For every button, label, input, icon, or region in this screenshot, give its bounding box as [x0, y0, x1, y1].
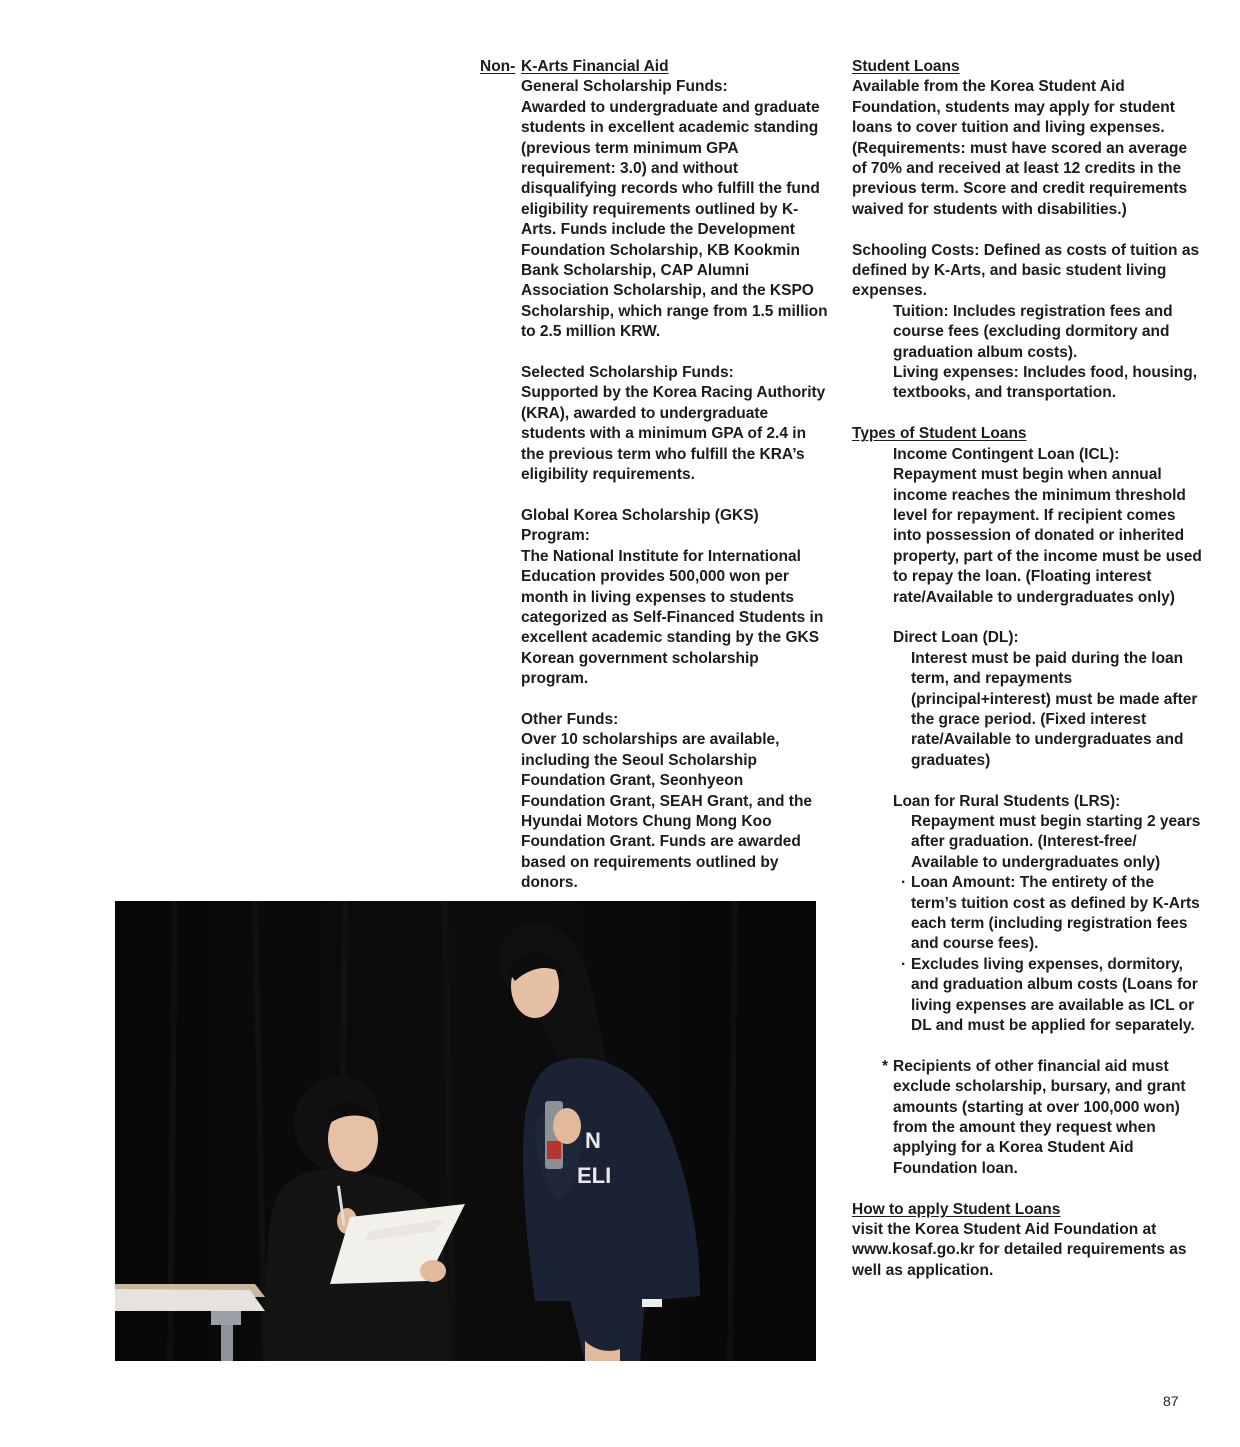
lrs-bullet-amount-text: Loan Amount: The entirety of the term’s tuition cost as defined by K-Arts each term (including registration fees and course fees). [911, 874, 1200, 953]
lrs-title: Loan for Rural Students (LRS): [893, 792, 1121, 810]
asterisk-mark: * [882, 1057, 889, 1075]
photo-illustration [115, 901, 816, 1361]
gks-program-body: The National Institute for International Education provides 500,000 won per month in living expenses to students categorized as Self-Financed Students in excellent academic standing by the GKS Korean government scholarship program. [521, 547, 824, 688]
rehearsal-photo [115, 901, 816, 1361]
other-funds-body: Over 10 scholarships are available, including the Seoul Scholarship Foundation Grant, Seonhyeon Foundation Grant, SEAH Grant, and the Hyundai Motors Chung Mong Koo Foundation Grant. Funds are awarded based on requirements outlined by donors. [521, 731, 813, 892]
dl-body: Interest must be paid during the loan term, and repayments (principal+interest) must be made after the grace period. (Fixed interest rate/Available to undergraduates and graduates) [911, 649, 1198, 769]
student-loans-body: Available from the Korea Student Aid Foundation, students may apply for student loans to cover tuition and living expenses. (Requirements: must have scored an average of 70% and received at least 12 credits in the previous term. Score and credit requirements waived for students with disabilities.) [852, 78, 1188, 218]
icl-body: Repayment must begin when annual income reaches the minimum threshold level for repayment. If recipient comes into possession of donated or inherited property, part of the income must be used to repay the loan. (Floating interest rate/Available to undergraduates only) [893, 466, 1202, 606]
shirt-print-2: ELI [577, 1163, 612, 1188]
gks-program-title: Global Korea Scholarship (GKS) Program: [521, 506, 759, 545]
general-scholarship-title: General Scholarship Funds: [521, 78, 728, 96]
financial-aid-heading-row [480, 57, 830, 77]
selected-scholarship-title: Selected Scholarship Funds: [521, 364, 734, 382]
other-aid-note-text: Recipients of other financial aid must exclude scholarship, bursary, and grant amounts (starting at over 100,000 won) from the amount they request when applying for a Korea Student Aid Foundation loan. [893, 1057, 1186, 1177]
apply-heading: How to apply Student Loans [852, 1200, 1061, 1218]
bullet-dot: · [901, 874, 907, 892]
icl-title: Income Contingent Loan (ICL): [893, 445, 1120, 463]
schooling-costs: Schooling Costs: Defined as costs of tuition as defined by K-Arts, and basic student living expenses. [852, 241, 1200, 300]
other-aid-note [852, 1057, 1204, 1179]
living-expenses-definition: Living expenses: Includes food, housing, textbooks, and transportation. [893, 364, 1198, 402]
lrs-bullet-excludes-text: Excludes living expenses, dormitory, and graduation album costs (Loans for living expenses are available as ICL or DL and must be applied for separately. [911, 955, 1198, 1035]
loan-types-heading: Types of Student Loans [852, 425, 1027, 443]
student-loans-heading: Student Loans [852, 58, 960, 75]
left-column [480, 57, 830, 894]
shirt-print-1: N [585, 1128, 601, 1153]
dl-title: Direct Loan (DL): [893, 629, 1019, 647]
lrs-bullet-amount [852, 873, 1204, 955]
page-number: 87 [1163, 1393, 1179, 1409]
general-scholarship-body: Awarded to undergraduate and graduate students in excellent academic standing (previous term minimum GPA requirement: 3.0) and without disqualifying records who fulfill the fund eligibility requirements outlined by K-Arts. Funds include the Development Foundation Scholarship, KB Kookmin Bank Scholarship, CAP Alumni Association Scholarship, and the KSPO Scholarship, which range from 1.5 million to 2.5 million KRW. [521, 98, 828, 341]
apply-body: visit the Korea Student Aid Foundation at www.kosaf.go.kr for detailed requirements as well as application. [852, 1221, 1187, 1279]
lrs-body: Repayment must begin starting 2 years after graduation. (Interest-free/ Available to undergraduates only) [911, 812, 1201, 871]
other-funds-title: Other Funds: [521, 710, 619, 728]
heading-prefix: Non- [480, 58, 516, 75]
selected-scholarship-body: Supported by the Korea Racing Authority (KRA), awarded to undergraduate students with a minimum GPA of 2.4 in the previous term who fulfill the KRA’s eligibility requirements. [521, 384, 826, 484]
bullet-dot: · [901, 955, 907, 973]
financial-aid-heading: K-Arts Financial Aid [521, 58, 669, 75]
tuition-definition: Tuition: Includes registration fees and course fees (excluding dormitory and graduation album costs). [893, 302, 1173, 361]
right-column [852, 57, 1204, 1281]
lrs-bullet-excludes [852, 955, 1204, 1037]
general-scholarship-section [480, 77, 830, 893]
